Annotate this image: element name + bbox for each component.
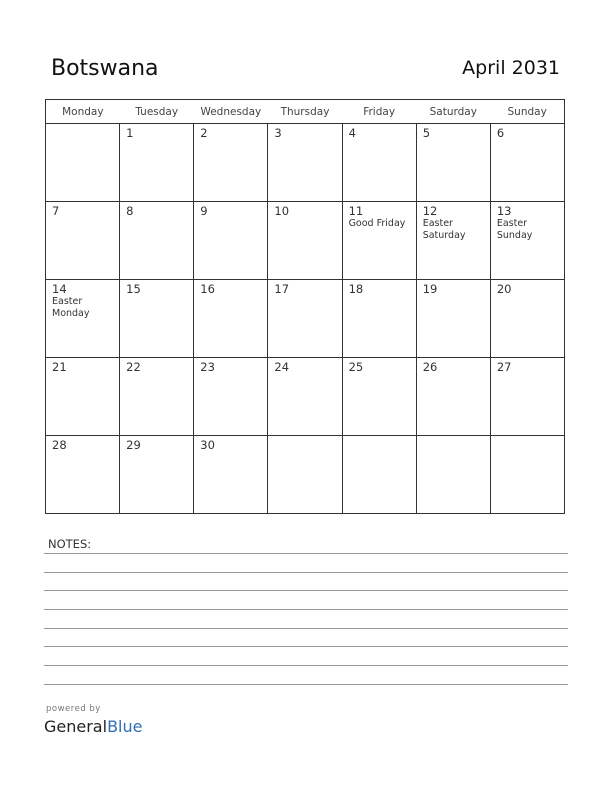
note-line bbox=[44, 684, 568, 685]
day-number: 20 bbox=[496, 282, 512, 296]
week-row bbox=[46, 358, 565, 436]
day-cell bbox=[416, 124, 490, 202]
day-cell bbox=[490, 280, 564, 358]
day-number: 29 bbox=[126, 438, 141, 452]
day-number: 12 bbox=[422, 204, 438, 218]
day-number: 24 bbox=[274, 360, 290, 374]
day-number: 7 bbox=[52, 204, 60, 218]
note-line bbox=[44, 553, 568, 554]
day-cell bbox=[342, 202, 416, 280]
day-number: 14 bbox=[52, 282, 67, 296]
note-line bbox=[44, 572, 568, 573]
day-cell bbox=[342, 280, 416, 358]
holiday-label: Easter bbox=[496, 218, 528, 229]
day-cell bbox=[490, 124, 564, 202]
week-row bbox=[46, 280, 565, 358]
day-cell bbox=[120, 436, 194, 514]
note-line bbox=[44, 628, 568, 629]
day-number: 11 bbox=[348, 204, 364, 218]
week-row bbox=[46, 202, 565, 280]
day-number: 9 bbox=[200, 204, 208, 218]
weekday-friday: Friday bbox=[342, 100, 416, 124]
day-number: 13 bbox=[496, 204, 512, 218]
day-number: 26 bbox=[422, 360, 438, 374]
day-number: 6 bbox=[496, 126, 505, 140]
day-cell bbox=[46, 202, 120, 280]
day-cell bbox=[46, 358, 120, 436]
day-number: 25 bbox=[348, 360, 364, 374]
day-cell bbox=[490, 202, 564, 280]
weekday-wednesday: Wednesday bbox=[194, 100, 268, 124]
day-number: 21 bbox=[52, 360, 67, 374]
holiday-label: Sunday bbox=[496, 230, 533, 241]
brand-general-text: General bbox=[44, 717, 108, 736]
day-cell bbox=[120, 280, 194, 358]
day-cell bbox=[416, 280, 490, 358]
weekday-header-row bbox=[46, 100, 565, 124]
day-cell bbox=[490, 436, 564, 514]
day-number: 23 bbox=[200, 360, 215, 374]
day-number: 15 bbox=[126, 282, 141, 296]
day-cell bbox=[194, 358, 268, 436]
day-cell bbox=[194, 202, 268, 280]
day-cell bbox=[268, 358, 342, 436]
day-number: 22 bbox=[126, 360, 141, 374]
day-cell bbox=[46, 280, 120, 358]
holiday-label: Good Friday bbox=[348, 218, 406, 229]
weekday-saturday: Saturday bbox=[416, 100, 490, 124]
brand-blue-text: Blue bbox=[107, 717, 143, 736]
day-number: 5 bbox=[422, 126, 431, 140]
day-cell bbox=[268, 280, 342, 358]
day-cell bbox=[194, 280, 268, 358]
week-row bbox=[46, 124, 565, 202]
calendar-grid bbox=[45, 99, 565, 514]
day-number: 1 bbox=[126, 126, 134, 140]
day-cell bbox=[342, 436, 416, 514]
note-line bbox=[44, 609, 568, 610]
day-number: 4 bbox=[348, 126, 356, 140]
week-row bbox=[46, 436, 565, 514]
day-number: 30 bbox=[200, 438, 215, 452]
day-cell bbox=[120, 124, 194, 202]
generalblue-logo bbox=[44, 717, 142, 736]
day-cell bbox=[490, 358, 564, 436]
day-number: 3 bbox=[274, 126, 282, 140]
holiday-label: Easter bbox=[422, 218, 453, 229]
day-cell bbox=[416, 436, 490, 514]
weekday-tuesday: Tuesday bbox=[120, 100, 194, 124]
day-number: 10 bbox=[274, 204, 290, 218]
month-year-title: April 2031 bbox=[462, 57, 560, 79]
day-cell bbox=[268, 202, 342, 280]
day-cell bbox=[342, 124, 416, 202]
day-cell bbox=[120, 202, 194, 280]
day-cell bbox=[46, 436, 120, 514]
day-number: 2 bbox=[200, 126, 208, 140]
day-number: 17 bbox=[274, 282, 290, 296]
day-number: 8 bbox=[126, 204, 134, 218]
day-number: 18 bbox=[348, 282, 364, 296]
day-cell bbox=[194, 436, 268, 514]
note-line bbox=[44, 665, 568, 666]
day-cell bbox=[194, 124, 268, 202]
powered-by-text: powered by bbox=[46, 704, 101, 714]
day-number: 19 bbox=[422, 282, 438, 296]
day-number: 27 bbox=[496, 360, 512, 374]
holiday-label: Easter bbox=[52, 296, 83, 307]
day-cell bbox=[268, 436, 342, 514]
weekday-thursday: Thursday bbox=[268, 100, 342, 124]
note-line bbox=[44, 646, 568, 647]
day-number: 16 bbox=[200, 282, 215, 296]
day-cell bbox=[268, 124, 342, 202]
weekday-monday: Monday bbox=[46, 100, 120, 124]
country-title: Botswana bbox=[51, 56, 159, 81]
day-number: 28 bbox=[52, 438, 67, 452]
holiday-label: Monday bbox=[52, 308, 90, 319]
weekday-sunday: Sunday bbox=[490, 100, 564, 124]
day-cell bbox=[342, 358, 416, 436]
day-cell bbox=[416, 358, 490, 436]
holiday-label: Saturday bbox=[422, 230, 466, 241]
notes-label: NOTES: bbox=[48, 537, 92, 551]
day-cell bbox=[120, 358, 194, 436]
day-cell bbox=[46, 124, 120, 202]
note-line bbox=[44, 590, 568, 591]
day-cell bbox=[416, 202, 490, 280]
